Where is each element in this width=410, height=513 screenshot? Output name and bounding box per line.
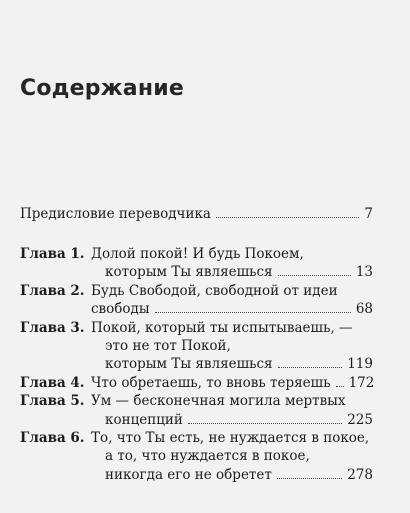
dot-leader [216, 217, 359, 218]
toc-entry-chapter-3[interactable] [20, 319, 373, 374]
toc-page-number: 225 [347, 411, 373, 428]
toc-page-number: 13 [355, 264, 373, 281]
chapter-label: Глава 2. [20, 282, 85, 299]
chapter-title [91, 319, 373, 374]
chapter-title-last-line [91, 355, 373, 373]
chapter-title-line: концепций [105, 411, 183, 428]
dot-leader [188, 423, 342, 424]
chapter-title [91, 429, 373, 484]
toc-page-number: 119 [347, 356, 373, 373]
chapter-title-line: Будь Свободой, свободной от идеи [91, 282, 338, 299]
toc-entry-chapter-1[interactable] [20, 245, 373, 282]
chapter-title-line: никогда его не обретет [105, 466, 272, 483]
chapter-title-last-line [91, 411, 373, 429]
dot-leader [336, 386, 344, 387]
chapter-title-line: Что обретаешь, то вновь теряешь [91, 374, 331, 391]
toc-page-number: 7 [364, 206, 373, 222]
toc-page-number: 172 [348, 374, 375, 391]
chapter-label: Глава 1. [20, 246, 85, 262]
dot-leader [155, 312, 351, 313]
chapter-label: Глава 3. [20, 319, 85, 336]
chapter-title-line: То, что Ты есть, не нуждается в покое, [91, 430, 370, 447]
chapter-title-last-line [91, 300, 373, 318]
toc-page-number: 68 [355, 301, 373, 318]
chapter-title-last-line [91, 263, 373, 281]
chapter-title-last-line [91, 374, 374, 392]
toc-entry-title: Предисловие переводчика [20, 206, 211, 222]
chapter-title-line: это не тот Покой, [105, 338, 231, 355]
chapter-title [91, 374, 374, 392]
table-of-contents [20, 245, 373, 484]
chapter-title [91, 392, 373, 429]
toc-entry-chapter-5[interactable] [20, 392, 373, 429]
toc-page-number: 278 [347, 466, 373, 483]
chapter-title [91, 282, 373, 319]
chapter-title-line: которым Ты являешься [105, 356, 273, 373]
dot-leader [278, 367, 343, 368]
toc-entry-chapter-4[interactable] [20, 374, 373, 392]
chapter-title-line: Долой покой! И будь Покоем, [91, 246, 304, 262]
toc-entry-preface[interactable] [20, 205, 373, 223]
chapter-title-line: свободы [91, 301, 150, 318]
chapter-title-line: которым Ты являешься [105, 264, 273, 281]
chapter-title-last-line [91, 466, 373, 484]
chapter-title [91, 245, 373, 282]
chapter-title-line: а то, что нуждается в покое, [105, 448, 310, 465]
dot-leader [278, 275, 351, 276]
toc-entry-chapter-2[interactable] [20, 282, 373, 319]
chapter-title-line: Покой, который ты испытываешь, — [91, 319, 353, 336]
chapter-label: Глава 6. [20, 430, 85, 447]
chapter-label: Глава 5. [20, 393, 85, 410]
chapter-label: Глава 4. [20, 374, 85, 391]
dot-leader [277, 478, 342, 479]
chapter-title-line: Ум — бесконечная могила мертвых [91, 393, 346, 410]
page-title: Содержание [20, 76, 184, 101]
toc-entry-chapter-6[interactable] [20, 429, 373, 484]
